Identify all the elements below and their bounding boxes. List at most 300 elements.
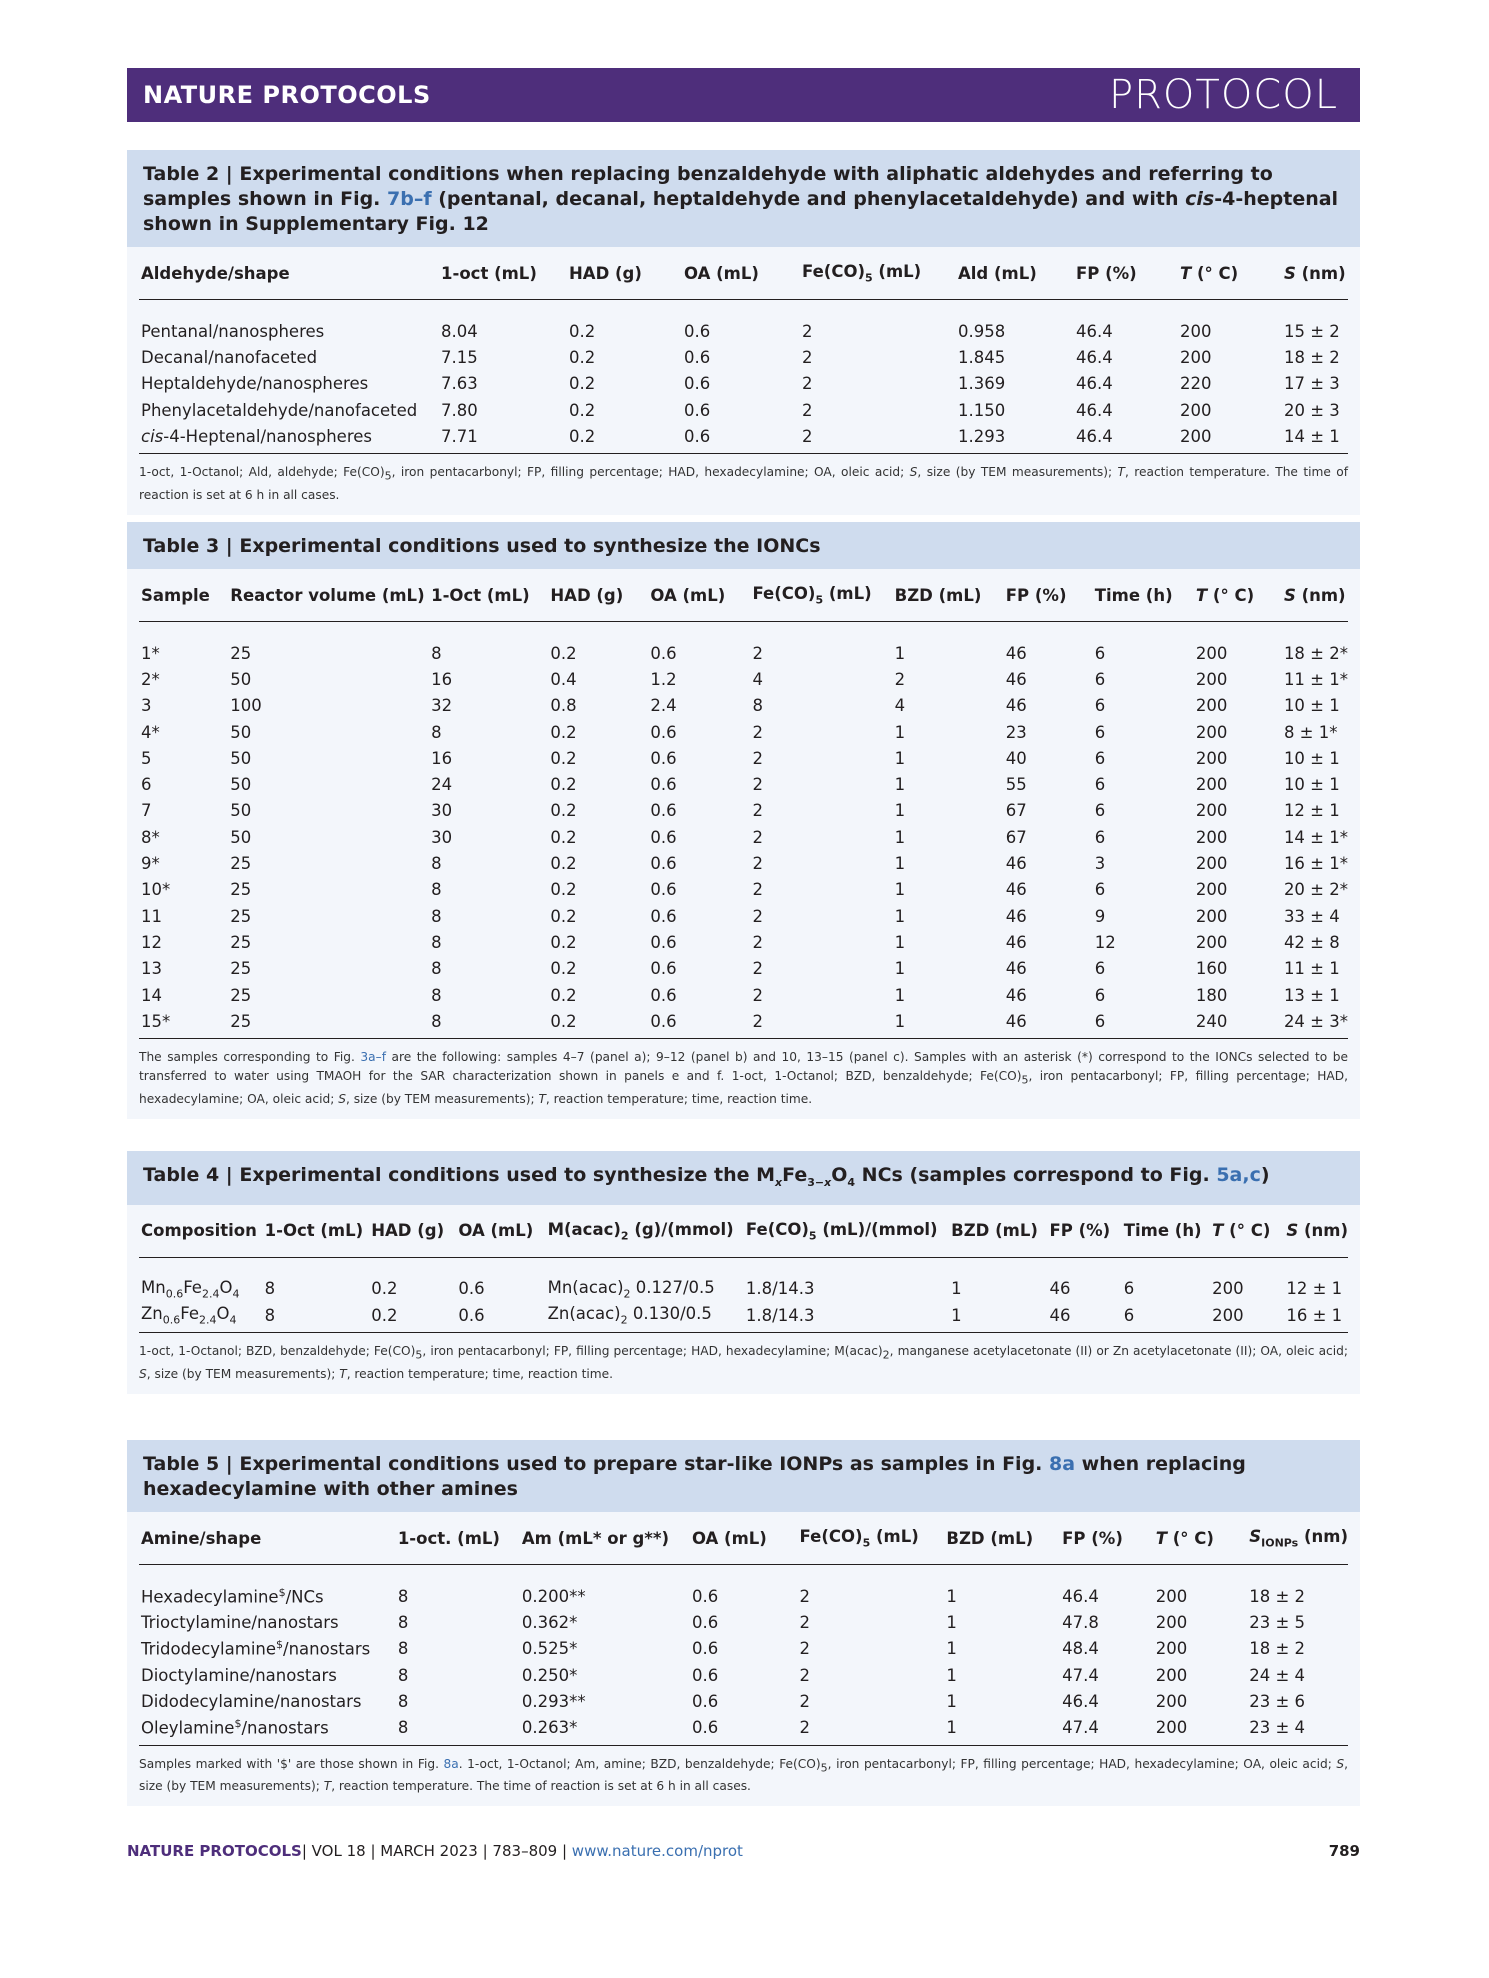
table-cell: 8 (431, 880, 442, 900)
table-cell: 0.263* (521, 1718, 578, 1738)
table-cell: 1 (946, 1639, 957, 1659)
column-header: Time (h) (1093, 569, 1194, 622)
table-cell: 6 (1094, 959, 1106, 979)
column-header: BZD (mL) (949, 1205, 1047, 1258)
table-cell: 9 (1094, 906, 1106, 926)
table-cell: 0.6 (650, 722, 677, 742)
table-cell: 12 ± 1 (1283, 801, 1340, 821)
table-cell: 200 (1212, 1305, 1244, 1325)
table-cell: 200 (1195, 906, 1228, 926)
table-cell: 0.2 (550, 906, 577, 926)
table-cell: 50 (230, 722, 252, 742)
table-cell: 1 (894, 722, 906, 742)
table-row (139, 719, 1348, 745)
table-cell: 0.2 (569, 347, 596, 367)
table-cell: 46 (1049, 1305, 1071, 1325)
table-cell: 0.6 (650, 643, 677, 663)
table-cell: 30 (431, 801, 453, 821)
table-cell: 14 ± 1 (1284, 426, 1340, 446)
table-cell: 23 ± 5 (1249, 1612, 1306, 1632)
table-cell: 2 (894, 669, 906, 689)
table-cell: 0.6 (650, 959, 677, 979)
table-cell: 16 (431, 748, 453, 768)
table-5-note: Samples marked with '$' are those shown in Fig. 8a. 1-oct, 1-Octanol; Am, amine; BZD, benzaldehyde; $Fe(CO)_5$, iron pentacarbonyl; FP, filling percentage; HAD, hexadecylamine; OA, oleic acid; S, size (by TEM measurements); T, reaction temperature. The time of reaction is set at 6 h in all cases. (139, 1756, 1349, 1794)
table-cell: 46.4 (1076, 400, 1113, 420)
table-cell: 0.6 (650, 827, 677, 847)
table-cell: 1 (894, 801, 906, 821)
table-cell: 12 ± 1 (1286, 1279, 1343, 1299)
column-header: Sample (139, 569, 228, 622)
fig-link[interactable]: 5a,c (1216, 1164, 1261, 1186)
table-cell: 1 (894, 985, 906, 1005)
table-cell: 20 ± 2* (1283, 880, 1348, 900)
table-cell: 0.2 (550, 722, 577, 742)
table-cell: 46 (1005, 906, 1027, 926)
table-cell: 25 (230, 985, 252, 1005)
table-cell: 9* (141, 854, 160, 874)
table-cell: Heptaldehyde/nanospheres (141, 374, 369, 394)
table-cell: 46 (1005, 932, 1027, 952)
table-cell: 4 (894, 696, 906, 716)
table-cell: 8 (397, 1612, 409, 1632)
table-cell: 1 (894, 827, 906, 847)
table-cell: 0.6 (458, 1279, 485, 1299)
table-cell: 8 (431, 643, 442, 663)
table-row (139, 622, 1348, 667)
column-header: FP (%) (1048, 1205, 1122, 1258)
table-cell: 1.293 (958, 426, 1006, 446)
table-cell: 0.2 (550, 643, 577, 663)
table-cell: 8 (752, 696, 763, 716)
table-cell: 23 (1005, 722, 1027, 742)
table-cell: 0.6 (684, 347, 711, 367)
footer-url[interactable]: www.nature.com/nprot (571, 1842, 743, 1860)
table-cell: 67 (1005, 827, 1027, 847)
table-cell: 2.4 (650, 696, 677, 716)
table-cell: $Zn_{0.6}Fe_{2.4}O_4$ (141, 1304, 237, 1327)
journal-header (127, 68, 1360, 122)
table-cell: 180 (1195, 985, 1228, 1005)
table-cell: 2 (752, 801, 763, 821)
table-cell: 8 (397, 1718, 409, 1738)
table-cell: Hexadecylamine$/NCs (141, 1585, 324, 1607)
table-cell: 200 (1180, 321, 1212, 341)
table-cell: 0.6 (650, 985, 677, 1005)
table-cell: 2 (799, 1639, 811, 1659)
table-cell: 0.2 (550, 827, 577, 847)
table-cell: 200 (1155, 1586, 1188, 1606)
table-cell: 6 (1094, 669, 1106, 689)
column-header: Am (mL* or g**) (520, 1512, 690, 1565)
table-row (139, 1688, 1348, 1714)
table-cell: 8 (397, 1586, 409, 1606)
table-cell: 7.15 (441, 347, 478, 367)
table-cell: 0.362* (521, 1612, 578, 1632)
table-cell: 6 (1094, 1011, 1106, 1031)
table-cell: 16 (431, 669, 453, 689)
table-cell: 200 (1195, 854, 1228, 874)
table-cell: 0.2 (550, 748, 577, 768)
table-cell: 200 (1155, 1665, 1188, 1685)
table-cell: 0.6 (691, 1665, 719, 1685)
table-cell: 46.4 (1076, 374, 1113, 394)
table-cell: 1 (894, 906, 906, 926)
column-header: $Fe(CO)_5$ (mL) (750, 569, 892, 622)
table-row (139, 929, 1348, 955)
table-cell: 30 (431, 827, 453, 847)
table-2-note: 1-oct, 1-Octanol; Ald, aldehyde; $Fe(CO)_5$, iron pentacarbonyl; FP, filling percentage; HAD, hexadecylamine; OA, oleic acid; S, size (by TEM measurements); T, reaction temperature. The time of reaction is set at 6 h in all cases. (139, 465, 1349, 502)
table-cell: 6 (1094, 827, 1106, 847)
table-cell: 0.6 (650, 775, 677, 795)
footer-meta: | VOL 18 | MARCH 2023 | 783–809 | (301, 1842, 572, 1860)
table-cell: 46 (1005, 985, 1027, 1005)
table-cell: 10* (141, 880, 171, 900)
table-cell: 42 ± 8 (1283, 932, 1340, 952)
column-header: FP (%) (1004, 569, 1093, 622)
column-header: $Fe(CO)_5$ (mL) (798, 1512, 945, 1565)
table-cell: 2 (752, 827, 763, 847)
table-cell: 23 ± 4 (1249, 1718, 1306, 1738)
table-row (139, 850, 1348, 876)
table-cell: 14 (141, 985, 162, 1005)
table-row (139, 745, 1348, 771)
table-cell: 46 (1005, 854, 1027, 874)
table-cell: 12 (1094, 932, 1116, 952)
table-cell: 1.8/14.3 (745, 1279, 815, 1299)
table-cell: 200 (1212, 1279, 1244, 1299)
table-cell: 0.525* (521, 1639, 578, 1659)
table-cell: Oleylamine$/nanostars (141, 1717, 329, 1738)
table-row (139, 903, 1348, 929)
page-footer (127, 1842, 1360, 1860)
table-cell: 67 (1005, 801, 1027, 821)
table-cell: 0.6 (691, 1586, 719, 1606)
table-cell: 10 ± 1 (1283, 748, 1340, 768)
table-cell: 6 (1123, 1279, 1135, 1299)
table-cell: 50 (230, 669, 252, 689)
table-3 (127, 522, 1360, 1119)
table-cell: 10 ± 1 (1283, 775, 1340, 795)
table-row (139, 1302, 1348, 1333)
table-cell: 2 (802, 321, 813, 341)
table-cell: 0.2 (371, 1279, 398, 1299)
table-cell: 1 (946, 1586, 957, 1606)
column-header: OA (mL) (456, 1205, 545, 1258)
table-cell: 0.2 (550, 854, 577, 874)
table-cell: 3 (1094, 854, 1106, 874)
column-header: T (° C) (1178, 247, 1282, 300)
table-cell: 240 (1195, 1011, 1228, 1031)
table-cell: 55 (1005, 775, 1027, 795)
table-cell: 0.6 (458, 1305, 485, 1325)
table-cell: 0.2 (550, 985, 577, 1005)
table-row (139, 344, 1348, 370)
table-cell: 0.2 (569, 400, 596, 420)
table-cell: 2 (799, 1586, 811, 1606)
table-cell: 6 (1094, 722, 1106, 742)
table-2-caption: Table 2 | Experimental conditions when replacing benzaldehyde with aliphatic aldehydes and referring to samples shown in Fig. 7b–f (pentanal, decanal, heptaldehyde and phenylacetaldehyde) and with cis-4-heptenal shown in Supplementary Fig. 12 (127, 150, 1360, 247)
table-row (139, 771, 1348, 797)
table-row (139, 824, 1348, 850)
table-cell: 1 (894, 775, 906, 795)
table-row (139, 1008, 1348, 1039)
footer-journal: NATURE PROTOCOLS (127, 1842, 302, 1860)
table-cell: 1.2 (650, 669, 677, 689)
table-cell: 0.6 (684, 321, 711, 341)
table-cell: 200 (1195, 748, 1228, 768)
table-cell: 1 (946, 1665, 957, 1685)
table-cell: 2 (752, 748, 763, 768)
table-cell: 2 (752, 643, 763, 663)
column-header: S (nm) (1282, 247, 1348, 300)
table-cell: 0.6 (650, 932, 677, 952)
table-4-caption: Table 4 | Experimental conditions used to synthesize the $M_xFe_{3-x}O_4$ NCs (samples correspond to Fig. 5a,c) (127, 1151, 1360, 1205)
table-cell: 33 ± 4 (1283, 906, 1340, 926)
table-cell: 47.4 (1062, 1718, 1099, 1738)
table-cell: 15 ± 2 (1284, 321, 1340, 341)
table-cell: 200 (1155, 1612, 1188, 1632)
table-cell: 46.4 (1076, 426, 1113, 446)
table-cell: 14 ± 1* (1283, 827, 1348, 847)
table-cell: 6 (1094, 775, 1106, 795)
table-cell: 200 (1180, 347, 1212, 367)
table-cell: 25 (230, 854, 252, 874)
table-cell: 50 (230, 775, 252, 795)
column-header: HAD (g) (567, 247, 682, 300)
column-header: BZD (mL) (893, 569, 1004, 622)
table-cell: Decanal/nanofaceted (141, 347, 318, 367)
table-cell: 8 (431, 932, 442, 952)
table-cell: 0.2 (371, 1305, 398, 1325)
table-cell: 0.6 (684, 426, 711, 446)
table-3-grid (139, 569, 1348, 1039)
table-cell: 47.8 (1062, 1612, 1099, 1632)
column-header: HAD (g) (369, 1205, 456, 1258)
table-cell: 8 ± 1* (1283, 722, 1338, 742)
table-cell: 6 (1094, 748, 1106, 768)
table-cell: 0.6 (650, 801, 677, 821)
table-cell: 50 (230, 827, 252, 847)
table-cell: 50 (230, 748, 252, 768)
table-row (139, 1565, 1348, 1610)
table-cell: 0.6 (650, 1011, 677, 1031)
table-cell: 13 ± 1 (1283, 985, 1340, 1005)
table-cell: 8 (431, 959, 442, 979)
journal-name: NATURE PROTOCOLS (143, 81, 431, 109)
table-cell: 46 (1005, 669, 1027, 689)
table-cell: 13 (141, 959, 162, 979)
table-cell: 2* (141, 669, 160, 689)
table-cell: 25 (230, 906, 252, 926)
table-cell: 20 ± 3 (1284, 400, 1340, 420)
column-header: Composition (139, 1205, 263, 1258)
column-header: 1-Oct (mL) (429, 569, 548, 622)
table-cell: 0.2 (550, 959, 577, 979)
table-cell: $Mn(acac)_2$ 0.127/0.5 (547, 1277, 715, 1301)
table-cell: 18 ± 2* (1283, 643, 1348, 663)
table-cell: 0.200** (521, 1586, 586, 1606)
table-row (139, 1609, 1348, 1635)
table-cell: 200 (1155, 1718, 1188, 1738)
table-cell: 48.4 (1062, 1639, 1099, 1659)
table-cell: 2 (752, 985, 763, 1005)
table-cell: 200 (1195, 801, 1228, 821)
table-cell: 4 (752, 669, 763, 689)
table-cell: 1 (951, 1305, 962, 1325)
table-cell: 25 (230, 643, 252, 663)
table-4 (127, 1151, 1360, 1394)
table-cell: $Zn(acac)_2$ 0.130/0.5 (547, 1304, 712, 1327)
table-cell: 0.2 (550, 880, 577, 900)
table-cell: 200 (1195, 775, 1228, 795)
table-cell: 0.6 (691, 1718, 719, 1738)
table-row (139, 371, 1348, 397)
column-header: Reactor volume (mL) (228, 569, 429, 622)
table-cell: 200 (1180, 426, 1212, 446)
table-cell: $Mn_{0.6}Fe_{2.4}O_4$ (141, 1277, 240, 1301)
table-cell: 2 (752, 854, 763, 874)
table-cell: 1 (894, 959, 906, 979)
table-cell: 0.2 (550, 1011, 577, 1031)
column-header: HAD (g) (548, 569, 648, 622)
table-cell: 23 ± 6 (1249, 1691, 1306, 1711)
table-cell: 10 ± 1 (1283, 696, 1340, 716)
table-cell: 24 ± 3* (1283, 1011, 1348, 1031)
column-header: S (nm) (1284, 1205, 1348, 1258)
table-cell: 0.6 (650, 906, 677, 926)
table-row (139, 693, 1348, 719)
fig-link[interactable]: 7b–f (387, 188, 432, 210)
table-cell: 2 (799, 1665, 811, 1685)
table-cell: 200 (1195, 932, 1228, 952)
table-cell: 0.2 (569, 374, 596, 394)
table-cell: 200 (1180, 400, 1212, 420)
column-header: $M(acac)_2$ (g)/(mmol) (546, 1205, 744, 1258)
table-cell: 46 (1005, 880, 1027, 900)
table-cell: 1.369 (958, 374, 1006, 394)
table-cell: 6 (1094, 643, 1106, 663)
table-row (139, 798, 1348, 824)
table-row (139, 982, 1348, 1008)
table-cell: 18 ± 2 (1249, 1639, 1306, 1659)
table-row (139, 300, 1348, 345)
fig-link[interactable]: 8a (443, 1756, 459, 1771)
table-cell: 12 (141, 932, 162, 952)
column-header: $Fe(CO)_5$ (mL) (800, 247, 956, 300)
table-cell: 1 (894, 880, 906, 900)
table-cell: 200 (1195, 722, 1228, 742)
table-row (139, 666, 1348, 692)
table-cell: 0.2 (550, 775, 577, 795)
table-cell: 16 ± 1 (1286, 1305, 1343, 1325)
table-3-note: The samples corresponding to Fig. 3a–f are the following: samples 4–7 (panel a); 9–12 (panel b) and 10, 13–15 (panel c). Samples with an asterisk (*) correspond to the IONCs selected to be transferred to water using TMAOH for the SAR characterization shown in panels e and f. 1-oct, 1-Octanol; BZD, benzaldehyde; $Fe(CO)_5$, iron pentacarbonyl; FP, filling percentage; HAD, hexadecylamine; OA, oleic acid; S, size (by TEM measurements); T, reaction temperature; time, reaction time. (139, 1050, 1348, 1106)
table-cell: 6 (1094, 985, 1106, 1005)
table-cell: 8 (264, 1279, 276, 1299)
table-2-grid (139, 247, 1348, 454)
table-5-caption: Table 5 | Experimental conditions used to prepare star-like IONPs as samples in Fig. 8a when replacing hexadecylamine with other amines (127, 1440, 1360, 1512)
table-cell: 1 (894, 748, 906, 768)
column-header: FP (%) (1060, 1512, 1154, 1565)
table-cell: 2 (802, 374, 813, 394)
table-cell: 46.4 (1076, 321, 1113, 341)
table-cell: 46.4 (1062, 1586, 1099, 1606)
table-cell: 25 (230, 880, 252, 900)
table-cell: 50 (230, 801, 252, 821)
table-cell: 7.71 (441, 426, 478, 446)
table-cell: 8 (431, 1011, 442, 1031)
table-cell: Didodecylamine/nanostars (141, 1691, 362, 1711)
table-cell: 8 (397, 1665, 409, 1685)
table-cell: 7 (141, 801, 152, 821)
table-cell: 0.6 (650, 880, 677, 900)
table-5-grid (139, 1512, 1348, 1746)
table-cell: 0.6 (691, 1639, 719, 1659)
table-cell: 8* (141, 827, 160, 847)
table-cell: 24 ± 4 (1249, 1665, 1306, 1685)
table-cell: 0.2 (550, 801, 577, 821)
column-header: $S_{IONPs}$ (nm) (1247, 1512, 1348, 1565)
table-cell: 1* (141, 643, 160, 663)
column-header: $Fe(CO)_5$ (mL)/(mmol) (744, 1205, 949, 1258)
table-cell: 46 (1005, 1011, 1027, 1031)
fig-link[interactable]: 3a–f (360, 1050, 386, 1065)
table-cell: 200 (1195, 827, 1228, 847)
table-cell: 1.150 (958, 400, 1006, 420)
table-cell: 0.6 (684, 374, 711, 394)
column-header: BZD (mL) (944, 1512, 1060, 1565)
column-header: Time (h) (1122, 1205, 1210, 1258)
table-cell: 18 ± 2 (1284, 347, 1340, 367)
table-cell: 46 (1005, 643, 1027, 663)
table-cell: 46 (1049, 1279, 1071, 1299)
table-cell: 0.293** (521, 1691, 586, 1711)
table-cell: 200 (1195, 643, 1228, 663)
table-cell: 8 (431, 722, 442, 742)
table-row (139, 1714, 1348, 1745)
table-cell: 0.6 (691, 1691, 719, 1711)
table-cell: 0.958 (958, 321, 1006, 341)
column-header: T (° C) (1194, 569, 1282, 622)
table-cell: 0.4 (550, 669, 577, 689)
table-cell: 1 (894, 854, 906, 874)
table-5 (127, 1440, 1360, 1806)
table-cell: 0.2 (569, 426, 596, 446)
table-cell: 47.4 (1062, 1665, 1099, 1685)
table-cell: 17 ± 3 (1284, 374, 1340, 394)
table-cell: 200 (1195, 880, 1228, 900)
table-cell: 1 (894, 1011, 906, 1031)
fig-link[interactable]: 8a (1049, 1453, 1076, 1475)
table-cell: 2 (802, 400, 813, 420)
table-cell: 25 (230, 1011, 252, 1031)
table-cell: 2 (752, 906, 763, 926)
table-cell: 8 (431, 854, 442, 874)
table-cell: 6 (1094, 880, 1106, 900)
table-cell: 1 (894, 643, 906, 663)
table-cell: 15* (141, 1011, 171, 1031)
table-cell: 2 (802, 347, 813, 367)
table-cell: 0.6 (650, 748, 677, 768)
table-cell: 2 (799, 1691, 811, 1711)
table-cell: 4* (141, 722, 160, 742)
table-cell: 6 (1094, 801, 1106, 821)
table-cell: 200 (1155, 1639, 1188, 1659)
table-cell: Phenylacetaldehyde/nanofaceted (141, 400, 418, 420)
table-cell: 8 (431, 906, 442, 926)
table-4-grid (139, 1205, 1348, 1334)
table-row (139, 1662, 1348, 1688)
table-cell: 46 (1005, 959, 1027, 979)
